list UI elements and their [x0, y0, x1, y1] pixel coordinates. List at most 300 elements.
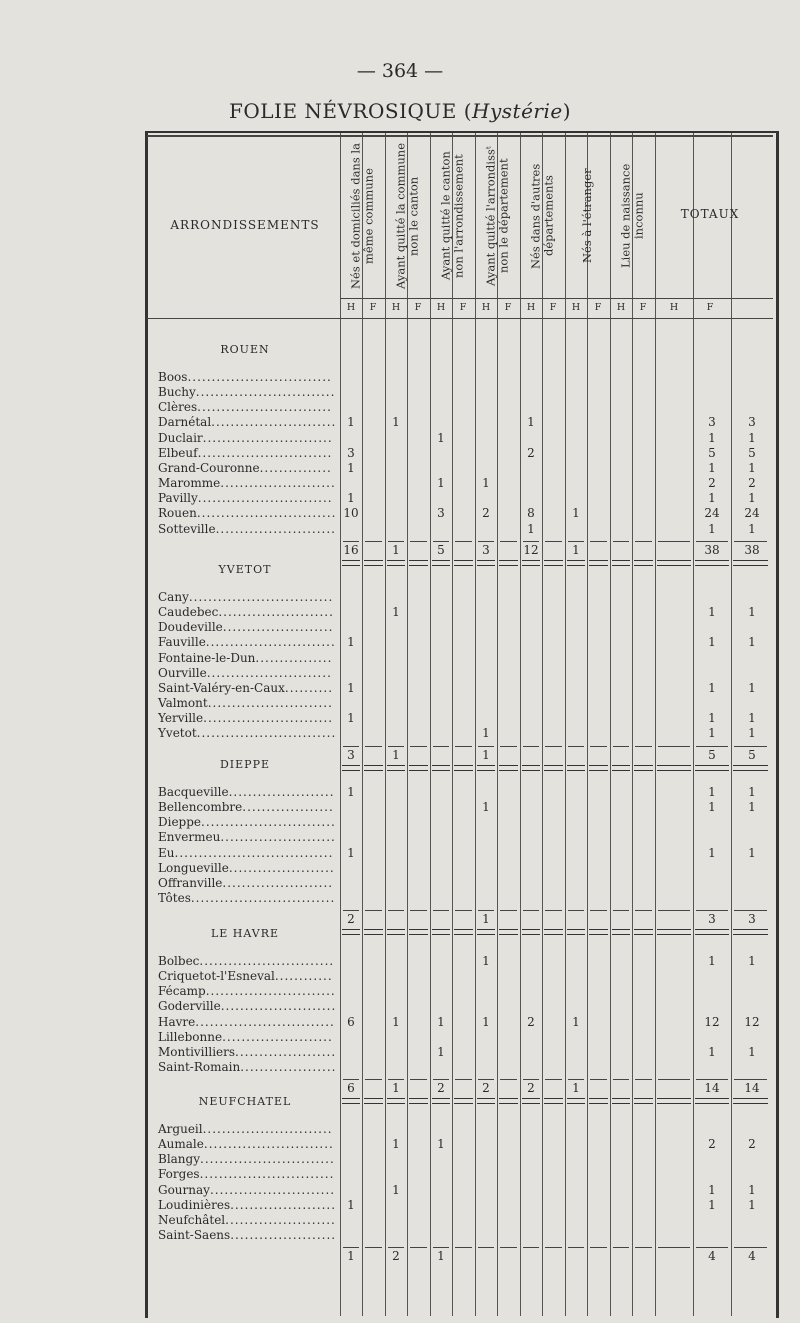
leader-dots: ...............: [259, 460, 332, 475]
cell-value: 1: [708, 954, 716, 968]
f-label: F: [414, 302, 422, 313]
cell-value: 1: [482, 954, 490, 968]
cell-value: 1: [347, 711, 355, 726]
total-rule: [343, 1079, 359, 1080]
cell-value: 1: [748, 954, 756, 968]
column-header-5: Nés dans d'autres départements: [528, 163, 556, 269]
total-rule: [478, 910, 494, 911]
group-double-rule: [589, 1098, 608, 1104]
h-label: H: [669, 302, 679, 313]
group-double-rule: [342, 929, 360, 935]
total-rule: [635, 1079, 652, 1080]
group-double-rule: [364, 560, 383, 566]
group-double-rule: [589, 560, 608, 566]
place-label: Lillebonne: [158, 1029, 223, 1044]
place-label: Sotteville: [158, 521, 216, 536]
total-rule: [343, 1247, 359, 1248]
group-double-rule: [342, 560, 360, 566]
leader-dots: ............................: [197, 491, 333, 506]
cell-value: 1: [392, 1137, 400, 1152]
total-value: 3: [482, 542, 490, 557]
h-label: H: [571, 302, 581, 313]
cell-value: 1: [748, 1197, 756, 1212]
place-name: [158, 385, 335, 399]
cell-value: 5: [748, 445, 756, 460]
place-name: [158, 666, 332, 680]
total-value: 2: [347, 912, 355, 927]
group-double-rule: [454, 560, 473, 566]
cell-value: 1: [347, 415, 355, 430]
group-double-rule: [342, 765, 360, 771]
total-value: 1: [482, 747, 490, 762]
place-name: [158, 1015, 335, 1029]
group-double-rule: [477, 929, 495, 935]
group-double-rule: [612, 560, 630, 566]
total-value: 4: [748, 1249, 756, 1264]
total-rule: [455, 910, 472, 911]
cell-value: 1: [708, 460, 716, 475]
total-rule: [365, 910, 382, 911]
cell-value: 1: [708, 1182, 716, 1197]
cell-value: 1: [437, 1014, 445, 1029]
place-label: Criquetot-l'Esneval: [158, 969, 275, 984]
group-double-rule: [612, 929, 630, 935]
leader-dots: ...........................: [202, 430, 333, 445]
column-header-4: Ayant quitté l'arrondissᵗ non le département: [483, 146, 511, 286]
place-label: Forges: [158, 1167, 200, 1182]
total-rule: [635, 1247, 652, 1248]
cell-value: 1: [572, 506, 580, 521]
leader-dots: .....................: [235, 1044, 337, 1059]
total-rule: [410, 541, 427, 542]
group-title: LE HAVRE: [210, 927, 280, 940]
cell-value: 1: [437, 1044, 445, 1059]
place-label: Maromme: [158, 476, 221, 491]
arrondissements-header: ARRONDISSEMENTS: [170, 218, 320, 232]
group-double-rule: [454, 929, 473, 935]
total-value: 38: [704, 542, 720, 557]
group-title: DIEPPE: [219, 758, 271, 771]
h-label: H: [391, 302, 401, 313]
group-double-rule: [634, 560, 653, 566]
total-rule: [545, 1247, 562, 1248]
total-value: 1: [572, 1081, 580, 1096]
place-label: Ourville: [158, 665, 207, 680]
place-label: Grand-Couronne: [158, 460, 260, 475]
cell-value: 1: [437, 1137, 445, 1152]
place-label: Bolbec: [158, 954, 200, 968]
cell-value: 1: [347, 460, 355, 475]
total-rule: [523, 1079, 539, 1080]
column-rule: [731, 133, 732, 1316]
place-label: Bellencombre: [158, 800, 243, 815]
header-top-rule: [147, 135, 773, 137]
total-rule: [734, 1079, 767, 1080]
group-double-rule: [522, 929, 540, 935]
cell-value: 2: [748, 476, 756, 491]
group-title: YVETOT: [218, 563, 272, 576]
place-name: [158, 815, 336, 829]
total-rule: [734, 541, 767, 542]
group-title: ROUEN: [220, 343, 270, 356]
total-rule: [365, 746, 382, 747]
cell-value: 6: [347, 1014, 355, 1029]
group-double-rule: [432, 1098, 450, 1104]
cell-value: 1: [392, 415, 400, 430]
total-rule: [613, 541, 629, 542]
cell-value: 1: [347, 635, 355, 650]
total-rule: [635, 746, 652, 747]
cell-value: 1: [748, 430, 756, 445]
column-rule: [655, 133, 656, 1316]
group-double-rule: [567, 560, 585, 566]
place-name: [158, 830, 336, 844]
leader-dots: ..........................: [206, 665, 332, 680]
group-double-rule: [567, 929, 585, 935]
leader-dots: .......................: [222, 1029, 333, 1044]
total-rule: [388, 541, 404, 542]
leader-dots: .............................: [195, 385, 336, 400]
leader-dots: ..........................: [211, 415, 337, 430]
place-label: Darnétal: [158, 415, 212, 430]
place-name: [158, 1213, 336, 1227]
place-label: Aumale: [158, 1137, 204, 1152]
cell-value: 1: [708, 800, 716, 815]
cell-value: 1: [708, 1044, 716, 1059]
total-value: 16: [343, 542, 359, 557]
cell-value: 2: [708, 1137, 716, 1152]
place-name: [158, 522, 336, 536]
place-name: [158, 891, 335, 905]
total-rule: [658, 910, 690, 911]
place-name: [158, 1137, 334, 1151]
place-name: [158, 969, 333, 983]
cell-value: 1: [708, 1197, 716, 1212]
group-double-rule: [477, 765, 495, 771]
total-value: 3: [347, 747, 355, 762]
total-rule: [734, 1247, 767, 1248]
column-rule: [693, 133, 694, 1316]
total-value: 12: [523, 542, 539, 557]
total-rule: [635, 541, 652, 542]
total-rule: [500, 541, 517, 542]
place-label: Cany: [158, 590, 189, 604]
place-label: Saint-Valéry-en-Caux: [158, 680, 285, 695]
place-label: Saint-Saens: [158, 1228, 231, 1243]
f-label: F: [639, 302, 647, 313]
group-double-rule: [544, 560, 563, 566]
leader-dots: .............................: [195, 1014, 335, 1029]
column-header-3: Ayant quitté le canton non l'arrondissement: [438, 151, 466, 281]
cell-value: 1: [748, 491, 756, 506]
place-name: [158, 800, 334, 814]
place-label: Yvetot: [158, 726, 197, 741]
group-double-rule: [409, 560, 428, 566]
group-double-rule: [657, 560, 691, 566]
total-value: 1: [392, 747, 400, 762]
place-label: Longueville: [158, 860, 229, 875]
cell-value: 1: [572, 1014, 580, 1029]
f-label: F: [369, 302, 377, 313]
total-value: 1: [392, 1081, 400, 1096]
total-rule: [500, 1247, 517, 1248]
group-double-rule: [409, 929, 428, 935]
total-rule: [500, 1079, 517, 1080]
group-double-rule: [589, 929, 608, 935]
place-name: [158, 651, 332, 665]
total-value: 1: [437, 1249, 445, 1264]
leader-dots: ............................: [201, 815, 336, 830]
total-rule: [523, 746, 539, 747]
leader-dots: .......................: [225, 1212, 336, 1227]
total-value: 6: [347, 1081, 355, 1096]
place-label: Tôtes: [158, 891, 191, 906]
total-rule: [658, 1247, 690, 1248]
total-rule: [523, 1247, 539, 1248]
total-rule: [455, 746, 472, 747]
h-label: H: [346, 302, 356, 313]
group-double-rule: [499, 929, 518, 935]
group-double-rule: [499, 765, 518, 771]
f-label: F: [706, 302, 714, 313]
total-rule: [696, 1247, 728, 1248]
cell-value: 10: [343, 506, 359, 521]
leader-dots: ......................: [230, 1228, 337, 1243]
totaux-header: TOTAUX: [680, 207, 740, 221]
total-value: 14: [744, 1081, 760, 1096]
group-double-rule: [364, 765, 383, 771]
place-name: [158, 954, 334, 968]
group-double-rule: [657, 929, 691, 935]
cell-value: 1: [748, 680, 756, 695]
group-title: NEUFCHATEL: [198, 1095, 292, 1108]
place-label: Bacqueville: [158, 785, 229, 799]
leader-dots: ..........................: [209, 1182, 336, 1197]
place-name: [158, 785, 335, 799]
group-double-rule: [409, 1098, 428, 1104]
place-label: Argueil: [158, 1122, 203, 1136]
place-label: Havre: [158, 1014, 196, 1029]
total-rule: [343, 746, 359, 747]
group-double-rule: [695, 765, 729, 771]
total-rule: [343, 910, 359, 911]
place-name: [158, 696, 333, 710]
group-double-rule: [522, 1098, 540, 1104]
column-header-2: Ayant quitté la commune non le canton: [393, 143, 421, 290]
cell-value: 1: [482, 800, 490, 815]
group-double-rule: [733, 765, 768, 771]
total-rule: [478, 541, 494, 542]
column-header-1: Nés et domiciliés dans la même commune: [348, 143, 376, 289]
total-rule: [388, 910, 404, 911]
place-label: Fontaine-le-Dun: [158, 650, 256, 665]
place-name: [158, 506, 336, 520]
total-value: 2: [392, 1249, 400, 1264]
leader-dots: ............................: [199, 1167, 335, 1182]
place-label: Yerville: [158, 711, 204, 726]
place-label: Saint-Romain: [158, 1060, 241, 1075]
group-double-rule: [612, 765, 630, 771]
total-rule: [568, 1079, 584, 1080]
cell-value: 1: [748, 1182, 756, 1197]
leader-dots: ..........: [284, 680, 334, 695]
group-double-rule: [695, 560, 729, 566]
cell-value: 24: [744, 506, 760, 521]
column-header-7: Lieu de naissance inconnu: [618, 163, 646, 269]
leader-dots: ..............................: [188, 590, 334, 604]
total-rule: [433, 746, 449, 747]
cell-value: 1: [748, 521, 756, 536]
cell-value: 1: [708, 430, 716, 445]
total-rule: [696, 910, 728, 911]
cell-value: 1: [708, 680, 716, 695]
cell-value: 1: [748, 845, 756, 860]
cell-value: 2: [527, 445, 535, 460]
total-rule: [343, 541, 359, 542]
cell-value: 1: [748, 1044, 756, 1059]
f-label: F: [504, 302, 512, 313]
leader-dots: ...........................: [205, 984, 336, 999]
header-bottom-rule: [147, 318, 773, 319]
place-name: [158, 861, 335, 875]
cell-value: 2: [708, 476, 716, 491]
total-rule: [365, 1079, 382, 1080]
place-label: Offranville: [158, 875, 223, 890]
total-rule: [613, 1247, 629, 1248]
h-label: H: [616, 302, 626, 313]
total-rule: [433, 1079, 449, 1080]
place-name: [158, 999, 336, 1013]
place-name: [158, 876, 333, 890]
place-label: Clères: [158, 400, 198, 415]
cell-value: 1: [748, 711, 756, 726]
title-subtitle: Hystérie: [472, 99, 563, 123]
total-rule: [696, 1079, 728, 1080]
group-double-rule: [544, 929, 563, 935]
cell-value: 1: [347, 491, 355, 506]
place-label: Loudinières: [158, 1197, 231, 1212]
cell-value: 1: [708, 785, 716, 799]
group-double-rule: [432, 929, 450, 935]
place-name: [158, 1045, 336, 1059]
place-name: [158, 1167, 334, 1181]
place-label: Dieppe: [158, 815, 202, 830]
leader-dots: ......................: [228, 785, 335, 799]
place-label: Envermeu: [158, 830, 221, 845]
total-rule: [590, 1079, 607, 1080]
f-label: F: [459, 302, 467, 313]
leader-dots: ............................: [200, 1152, 335, 1167]
group-double-rule: [522, 765, 540, 771]
group-double-rule: [567, 1098, 585, 1104]
place-name: [158, 984, 336, 998]
total-value: 1: [347, 1249, 355, 1264]
group-double-rule: [544, 765, 563, 771]
group-double-rule: [634, 929, 653, 935]
total-rule: [523, 910, 539, 911]
total-value: 14: [704, 1081, 720, 1096]
cell-value: 1: [748, 800, 756, 815]
total-rule: [658, 1079, 690, 1080]
place-label: Neufchâtel: [158, 1212, 226, 1227]
cell-value: 1: [347, 680, 355, 695]
total-rule: [590, 1247, 607, 1248]
place-name: [158, 711, 333, 725]
total-rule: [388, 1079, 404, 1080]
leader-dots: ....................: [240, 1060, 337, 1075]
place-name: [158, 1152, 335, 1166]
cell-value: 1: [527, 415, 535, 430]
total-rule: [433, 910, 449, 911]
h-label: H: [436, 302, 446, 313]
column-header-6: Nés à l'étranger: [580, 168, 594, 264]
cell-value: 1: [482, 726, 490, 741]
place-name: [158, 370, 332, 384]
cell-value: 1: [392, 1014, 400, 1029]
place-label: Montivilliers: [158, 1044, 236, 1059]
place-name: [158, 446, 332, 460]
group-double-rule: [544, 1098, 563, 1104]
cell-value: 1: [708, 845, 716, 860]
h-label: H: [481, 302, 491, 313]
total-rule: [455, 1079, 472, 1080]
cell-value: 1: [748, 605, 756, 620]
total-rule: [500, 746, 517, 747]
group-double-rule: [432, 765, 450, 771]
group-double-rule: [657, 1098, 691, 1104]
cell-value: 3: [708, 415, 716, 430]
title-text: FOLIE NÉVROSIQUE: [228, 99, 457, 123]
header-mid-rule: [340, 298, 773, 299]
place-name: [158, 1228, 336, 1242]
total-rule: [500, 910, 517, 911]
leader-dots: .............................: [196, 506, 337, 521]
group-double-rule: [477, 1098, 495, 1104]
leader-dots: ...................: [242, 800, 334, 815]
total-value: 2: [437, 1081, 445, 1096]
page-number: — 364 —: [356, 60, 444, 82]
total-rule: [545, 910, 562, 911]
group-double-rule: [695, 929, 729, 935]
total-value: 2: [482, 1081, 490, 1096]
total-value: 38: [744, 542, 760, 557]
place-name: [158, 415, 336, 429]
place-name: [158, 590, 333, 604]
cell-value: 1: [347, 785, 355, 799]
total-rule: [734, 910, 767, 911]
total-value: 5: [437, 542, 445, 557]
total-rule: [433, 1247, 449, 1248]
total-value: 1: [572, 542, 580, 557]
cell-value: 1: [708, 711, 716, 726]
place-label: Boos: [158, 370, 188, 384]
total-rule: [568, 1247, 584, 1248]
group-double-rule: [499, 1098, 518, 1104]
total-rule: [590, 541, 607, 542]
cell-value: 1: [437, 476, 445, 491]
leader-dots: ..............................: [187, 370, 332, 384]
group-double-rule: [387, 560, 405, 566]
group-double-rule: [522, 560, 540, 566]
leader-dots: .................................: [174, 845, 334, 860]
group-double-rule: [387, 1098, 405, 1104]
place-label: Eu: [158, 845, 175, 860]
group-double-rule: [432, 560, 450, 566]
leader-dots: ................: [255, 650, 333, 665]
place-name: [158, 476, 336, 490]
place-name: [158, 726, 336, 740]
total-rule: [658, 541, 690, 542]
